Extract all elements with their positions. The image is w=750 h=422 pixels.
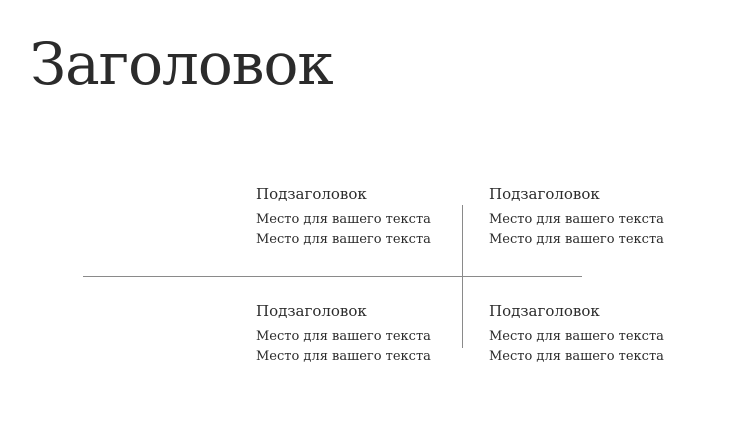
text-block-top-left: [256, 184, 466, 250]
text-block-bottom-left: [256, 301, 466, 367]
slide-title: Заголовок: [30, 30, 333, 98]
block-text-line: Место для вашего текста: [256, 349, 431, 364]
text-block-top-right: [489, 184, 699, 250]
block-subtitle: Подзаголовок: [256, 185, 367, 203]
block-text-line: Место для вашего текста: [256, 212, 431, 227]
block-subtitle: Подзаголовок: [489, 302, 600, 320]
block-text-line: Место для вашего текста: [489, 232, 664, 247]
block-subtitle: Подзаголовок: [489, 185, 600, 203]
block-text-line: Место для вашего текста: [489, 329, 664, 344]
horizontal-divider: [83, 276, 582, 277]
text-block-bottom-right: [489, 301, 699, 367]
block-subtitle: Подзаголовок: [256, 302, 367, 320]
block-text-line: Место для вашего текста: [256, 329, 431, 344]
block-text-line: Место для вашего текста: [489, 349, 664, 364]
block-text-line: Место для вашего текста: [489, 212, 664, 227]
block-text-line: Место для вашего текста: [256, 232, 431, 247]
